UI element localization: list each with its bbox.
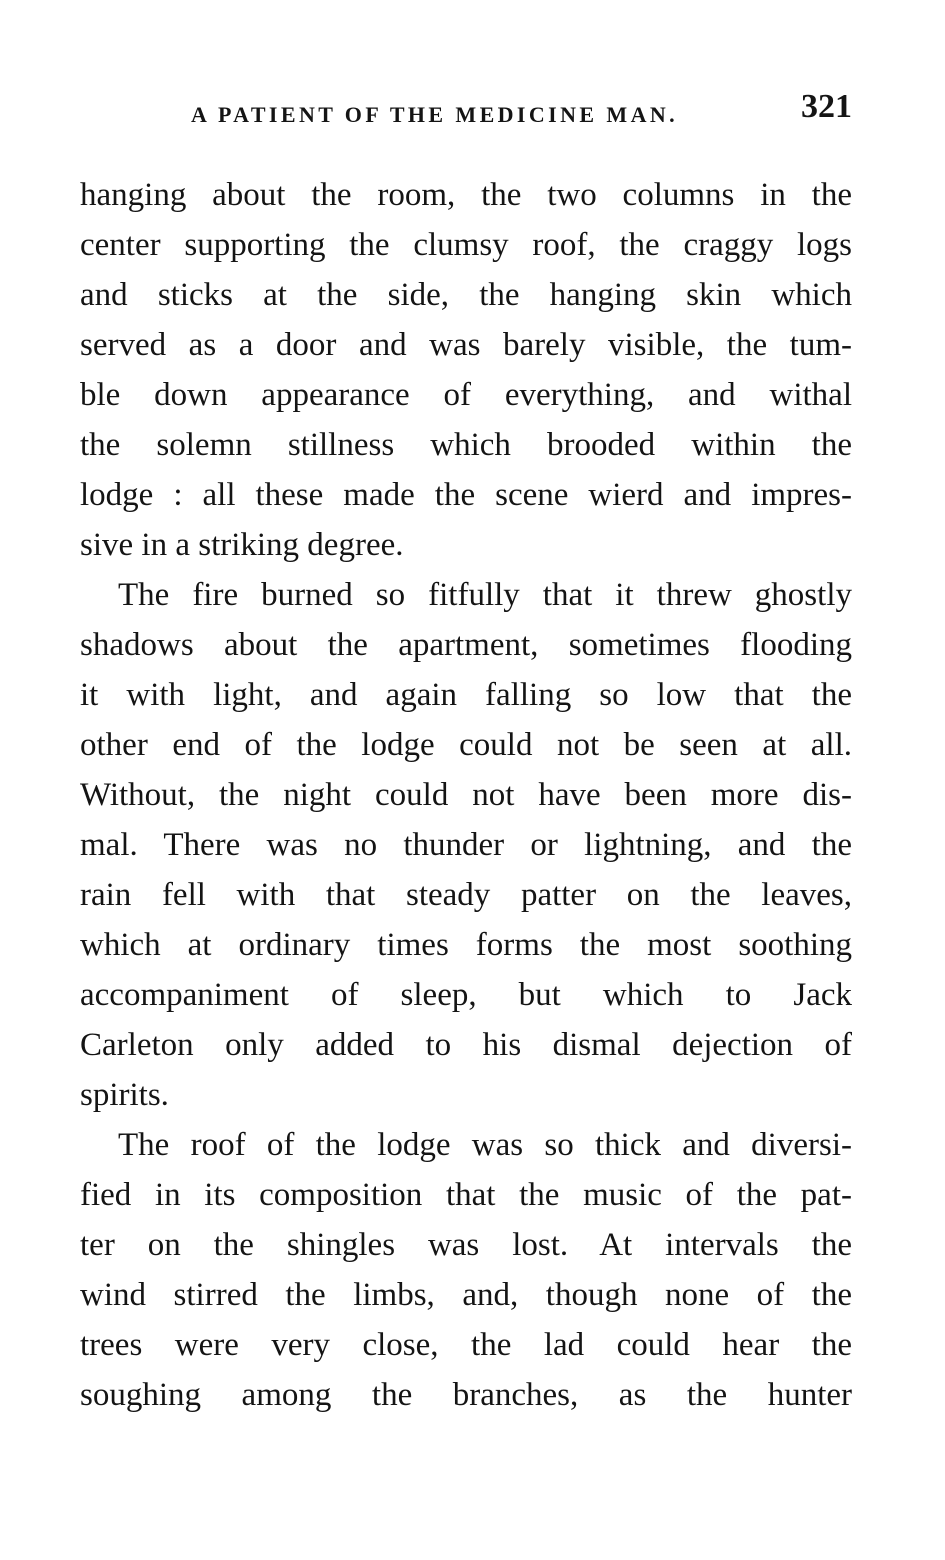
- text-line: The roof of the lodge was so thick and diversi-: [118, 1127, 852, 1163]
- running-head-title: A PATIENT OF THE MEDICINE MAN.: [191, 102, 679, 127]
- paragraph-3: [80, 1120, 852, 1420]
- text-line: ter on the shingles was lost. At intervals the: [80, 1227, 852, 1263]
- text-line: The fire burned so fitfully that it threw ghostly: [118, 577, 852, 613]
- page-number: 321: [801, 88, 852, 125]
- text-line: other end of the lodge could not be seen at all.: [80, 727, 852, 763]
- text-line: trees were very close, the lad could hear the: [80, 1327, 852, 1363]
- text-line: soughing among the branches, as the hunter: [80, 1377, 852, 1413]
- text-line: wind stirred the limbs, and, though none of the: [80, 1277, 852, 1313]
- text-line: fied in its composition that the music of the pat-: [80, 1177, 852, 1213]
- body-text: [80, 170, 852, 1420]
- text-line: sive in a striking degree.: [80, 527, 404, 563]
- text-line: ble down appearance of everything, and withal: [80, 377, 852, 413]
- text-line: mal. There was no thunder or lightning, and the: [80, 827, 852, 863]
- text-line: hanging about the room, the two columns in the: [80, 177, 852, 213]
- text-line: and sticks at the side, the hanging skin which: [80, 277, 852, 313]
- paragraph-1: [80, 170, 852, 570]
- text-line: lodge : all these made the scene wierd and impres-: [80, 477, 852, 513]
- text-line: shadows about the apartment, sometimes flooding: [80, 627, 852, 663]
- text-line: Carleton only added to his dismal dejection of: [80, 1027, 852, 1063]
- text-line: accompaniment of sleep, but which to Jack: [80, 977, 852, 1013]
- text-line: center supporting the clumsy roof, the craggy logs: [80, 227, 852, 263]
- text-line: served as a door and was barely visible, the tum-: [80, 327, 852, 363]
- text-line: spirits.: [80, 1077, 169, 1113]
- text-line: Without, the night could not have been more dis-: [80, 777, 852, 813]
- text-line: the solemn stillness which brooded within the: [80, 427, 852, 463]
- running-head: [80, 88, 852, 132]
- text-line: rain fell with that steady patter on the leaves,: [80, 877, 852, 913]
- text-line: it with light, and again falling so low that the: [80, 677, 852, 713]
- paragraph-2: [80, 570, 852, 1120]
- text-line: which at ordinary times forms the most soothing: [80, 927, 852, 963]
